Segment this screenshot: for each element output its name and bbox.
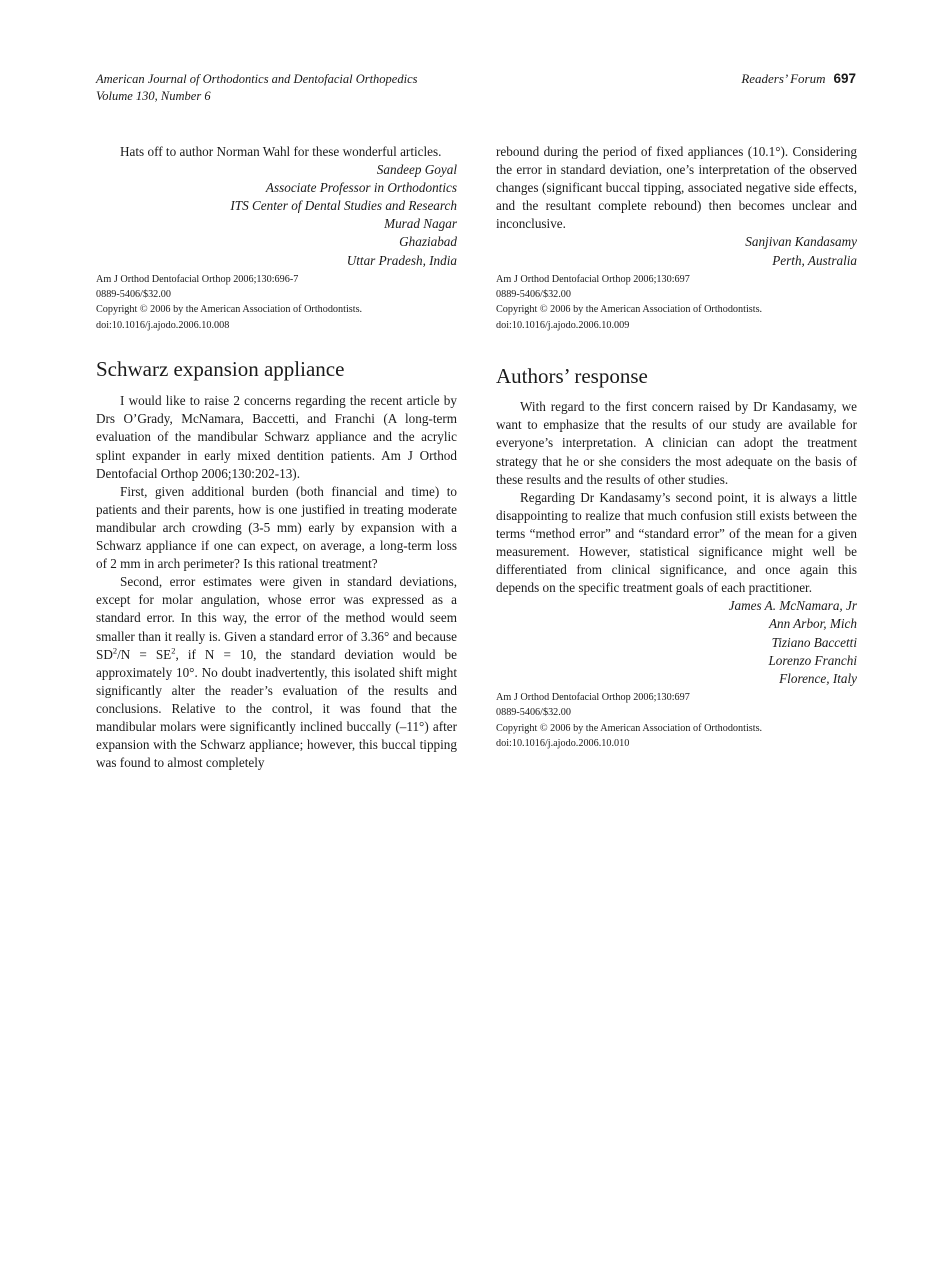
- continued-paragraph: rebound during the period of fixed appliances (10.1°). Considering the error in standard deviation, one’s interpretation of the observed changes (significant buccal tipping, associated negative side effects, and the resultant complete rebound) then becomes unclear and inconclusive.: [496, 144, 857, 232]
- signature-line: Uttar Pradesh, India: [346, 252, 457, 268]
- section-heading: Schwarz expansion appliance: [96, 357, 345, 382]
- response-paragraph: With regard to the first concern raised by Dr Kandasamy, we want to emphasize that the results of our study are available for everyone’s interpretation. A clinician can adopt the treatment strategy that he or she considers the most adequate on the basis of these results and the results of other studies.: [496, 399, 857, 487]
- signature-line: Tiziano Baccetti: [771, 634, 857, 650]
- copyright-line: Copyright © 2006 by the American Association of Orthodontists.: [496, 722, 763, 734]
- citation-block: [496, 690, 857, 752]
- signature-line: James A. McNamara, Jr: [728, 598, 857, 614]
- right-column: [496, 143, 857, 751]
- letter-paragraph: Second, error estimates were given in standard deviations, except for molar angulation, whose error was expressed as a standard error. In this way, the error of the method would seem smaller than it really is. Given a standard error of 3.36° and because $SD^2/N = SE^2$, if N = 10, the standard deviation would be approximately 10°. No doubt inadvertently, this isolated shift might significantly alter the reader’s evaluation of the results and conclusions. Relative to the control, it was found that the mandibular molars were significantly inclined buccally (–11°) after expansion with the Schwarz appliance; however, this buccal tipping was found to almost completely: [96, 574, 458, 771]
- signature-line: Perth, Australia: [772, 252, 857, 268]
- copyright-line: Copyright © 2006 by the American Association of Orthodontists.: [96, 304, 363, 316]
- journal-name: American Journal of Orthodontics and Dentofacial Orthopedics: [96, 72, 418, 86]
- volume-number: Volume 130, Number 6: [96, 89, 211, 103]
- running-header-left: [96, 71, 418, 105]
- signature-line: Sanjivan Kandasamy: [745, 234, 857, 250]
- signature-line: Sandeep Goyal: [376, 162, 457, 178]
- citation-line: Am J Orthod Dentofacial Orthop 2006;130:696-7: [96, 273, 299, 285]
- citation-block: [96, 272, 457, 334]
- copyright-line: Copyright © 2006 by the American Association of Orthodontists.: [496, 304, 763, 316]
- citation-line: Am J Orthod Dentofacial Orthop 2006;130:697: [496, 691, 690, 703]
- left-column: [96, 143, 457, 772]
- citation-line: Am J Orthod Dentofacial Orthop 2006;130:697: [496, 273, 690, 285]
- letter-paragraph: First, given additional burden (both financial and time) to patients and their parents, how is one justified in treating moderate mandibular arch crowding (3-5 mm) early by expansion with a Schwarz appliance if one can expect, on average, a long-term loss of 2 mm in arch perimeter? Is this rational treatment?: [96, 483, 457, 572]
- citation-block: [496, 272, 857, 334]
- section-name: Readers’ Forum: [741, 71, 826, 86]
- letter-paragraph: I would like to raise 2 concerns regarding the recent article by Drs O’Grady, McNamara, Baccetti, and Franchi (A long-term evaluation of the mandibular Schwarz appliance and the acrylic splint expander in early mixed dentition patients. Am J Orthod Dentofacial Orthop 2006;130:202-13).: [96, 393, 457, 481]
- doi-line: doi:10.1016/j.ajodo.2006.10.008: [96, 319, 230, 331]
- intro-paragraph: Hats off to author Norman Wahl for these wonderful articles.: [120, 144, 442, 159]
- signature-line: Florence, Italy: [779, 670, 857, 686]
- issn-line: 0889-5406/$32.00: [496, 289, 571, 301]
- signature-line: Murad Nagar: [384, 216, 457, 232]
- doi-line: doi:10.1016/j.ajodo.2006.10.009: [496, 319, 630, 331]
- signature-authors: [496, 597, 857, 687]
- running-header-right: [741, 70, 856, 87]
- issn-line: 0889-5406/$32.00: [96, 289, 171, 301]
- doi-line: doi:10.1016/j.ajodo.2006.10.010: [496, 738, 630, 749]
- section-heading: Authors’ response: [496, 364, 648, 389]
- signature-goyal: [96, 161, 457, 270]
- signature-line: Ann Arbor, Mich: [768, 616, 857, 632]
- issn-line: 0889-5406/$32.00: [496, 707, 571, 719]
- signature-line: Associate Professor in Orthodontics: [265, 180, 457, 196]
- signature-line: ITS Center of Dental Studies and Research: [230, 198, 457, 214]
- signature-kandasamy: [496, 233, 857, 269]
- response-paragraph: Regarding Dr Kandasamy’s second point, it is always a little disappointing to realize that much confusion still exists between the terms “method error” and “standard error” of the mean for a given measurement. However, statistical significance might well be differentiated from clinical significance, and once again this depends on the specific treatment goals of each practitioner.: [496, 489, 857, 596]
- signature-line: Lorenzo Franchi: [768, 652, 857, 668]
- page-number: 697: [833, 71, 856, 86]
- signature-line: Ghaziabad: [399, 234, 457, 250]
